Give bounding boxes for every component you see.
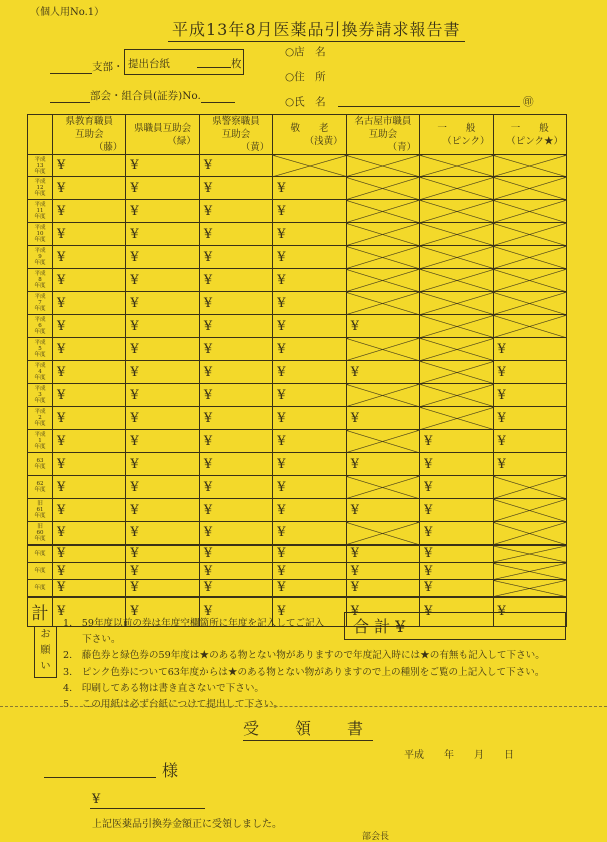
amount-cell[interactable]: ¥	[126, 315, 199, 338]
amount-cell[interactable]: ¥	[273, 315, 346, 338]
amount-cell[interactable]: ¥	[126, 453, 199, 476]
crossed-cell	[420, 269, 493, 292]
crossed-cell	[420, 384, 493, 407]
table-header-row	[28, 115, 567, 155]
column-name: 名古屋市職員 互助会	[354, 116, 412, 140]
crossed-cell	[346, 246, 419, 269]
year-cell: 平成 1 年度	[28, 430, 53, 453]
sheets-unit: 枚	[231, 58, 242, 70]
amount-cell[interactable]: ¥	[493, 338, 566, 361]
column-color: （ピンク★）	[506, 135, 563, 147]
amount-cell[interactable]: ¥	[273, 361, 346, 384]
submit-sheet-box	[124, 49, 244, 75]
amount-cell[interactable]: ¥	[53, 200, 126, 223]
year-cell: 年度	[28, 563, 53, 580]
column-name: 一 般	[510, 122, 549, 134]
amount-cell[interactable]: ¥	[126, 155, 199, 177]
crossed-cell	[346, 522, 419, 545]
voucher-table	[27, 114, 567, 627]
receipt-date: 平成 年 月 日	[404, 750, 514, 761]
column-header-1	[53, 115, 126, 155]
note-item: 4. 印刷してある物は書き直さないで下さい。	[63, 682, 265, 694]
crossed-cell	[493, 563, 566, 580]
crossed-cell	[346, 476, 419, 499]
table-row	[28, 269, 567, 292]
year-cell: 平成 12 年度	[28, 177, 53, 200]
sheets-input-line[interactable]	[197, 56, 231, 68]
amount-cell[interactable]: ¥	[126, 338, 199, 361]
note-item: 1. 59年度以前の券は年度空欄箇所に年度を記入してご記入 下さい。	[63, 618, 325, 646]
column-color: （浅黄）	[304, 135, 343, 147]
amount-cell[interactable]: ¥	[126, 499, 199, 522]
amount-cell[interactable]: ¥	[346, 545, 419, 563]
crossed-cell	[493, 476, 566, 499]
amount-cell[interactable]: ¥	[273, 407, 346, 430]
crossed-cell	[420, 155, 493, 177]
table-row	[28, 522, 567, 545]
amount-cell[interactable]: ¥	[53, 155, 126, 177]
page-title: 平成13年8月医薬品引換券請求報告書	[168, 17, 465, 42]
crossed-cell	[273, 155, 346, 177]
crossed-cell	[420, 292, 493, 315]
crossed-cell	[493, 522, 566, 545]
column-color: （緑）	[167, 135, 196, 147]
amount-cell[interactable]: ¥	[493, 384, 566, 407]
table-row	[28, 200, 567, 223]
year-cell: 年度	[28, 580, 53, 597]
amount-cell[interactable]: ¥	[199, 315, 272, 338]
table-row	[28, 315, 567, 338]
address-label: ○住 所	[285, 71, 326, 83]
amount-cell[interactable]: ¥	[126, 563, 199, 580]
amount-cell[interactable]: ¥	[273, 269, 346, 292]
amount-cell[interactable]: ¥	[273, 476, 346, 499]
year-cell: 平成 6 年度	[28, 315, 53, 338]
dept-label: 部会・組合員(証券)No.	[90, 90, 201, 102]
amount-cell[interactable]: ¥	[53, 292, 126, 315]
amount-cell[interactable]: ¥	[273, 223, 346, 246]
amount-cell[interactable]: ¥	[493, 361, 566, 384]
amount-cell[interactable]: ¥	[126, 430, 199, 453]
crossed-cell	[493, 155, 566, 177]
amount-cell[interactable]: ¥	[273, 522, 346, 545]
year-cell: 平成 11 年度	[28, 200, 53, 223]
amount-cell[interactable]: ¥	[273, 499, 346, 522]
member-no-input-line[interactable]	[201, 91, 235, 103]
year-cell: 平成 5 年度	[28, 338, 53, 361]
table-row	[28, 499, 567, 522]
table-row	[28, 155, 567, 177]
sama-label: 様	[162, 761, 179, 780]
crossed-cell	[420, 246, 493, 269]
amount-cell[interactable]: ¥	[420, 563, 493, 580]
crossed-cell	[493, 246, 566, 269]
year-cell: 平成 3 年度	[28, 384, 53, 407]
amount-cell[interactable]: ¥	[199, 453, 272, 476]
column-name: 県教育職員 互助会	[65, 116, 113, 140]
column-header-5	[346, 115, 419, 155]
amount-cell[interactable]: ¥	[273, 545, 346, 563]
amount-cell[interactable]: ¥	[199, 200, 272, 223]
amount-cell[interactable]: ¥	[53, 563, 126, 580]
amount-cell[interactable]: ¥	[493, 407, 566, 430]
crossed-cell	[346, 223, 419, 246]
column-color: （藤）	[93, 142, 123, 153]
dept-input-line[interactable]	[50, 91, 90, 103]
recipient-name-line[interactable]	[44, 766, 156, 778]
form-number: （個人用No.1）	[30, 7, 105, 18]
year-cell: 平成 13 年度	[28, 155, 53, 177]
amount-cell[interactable]: ¥	[493, 453, 566, 476]
amount-cell[interactable]: ¥	[53, 384, 126, 407]
amount-cell[interactable]: ¥	[199, 476, 272, 499]
receipt-yen: ¥	[92, 792, 101, 807]
amount-cell[interactable]: ¥	[420, 499, 493, 522]
amount-cell[interactable]: ¥	[493, 430, 566, 453]
total-amount-cell[interactable]: ¥	[199, 597, 272, 627]
submit-sheet-label: 提出台紙	[128, 58, 170, 70]
amount-cell[interactable]: ¥	[199, 545, 272, 563]
amount-cell[interactable]: ¥	[420, 476, 493, 499]
amount-cell[interactable]: ¥	[126, 269, 199, 292]
branch-input-line[interactable]	[50, 62, 92, 74]
total-amount-cell[interactable]: ¥	[53, 597, 126, 627]
amount-cell[interactable]: ¥	[53, 545, 126, 563]
amount-cell[interactable]: ¥	[199, 384, 272, 407]
table-row	[28, 292, 567, 315]
table-row	[28, 338, 567, 361]
amount-cell[interactable]: ¥	[53, 315, 126, 338]
receipt-amount-line[interactable]	[90, 797, 205, 809]
amount-cell[interactable]: ¥	[126, 522, 199, 545]
amount-cell[interactable]: ¥	[199, 223, 272, 246]
amount-cell[interactable]: ¥	[53, 499, 126, 522]
amount-cell[interactable]: ¥	[53, 476, 126, 499]
crossed-cell	[493, 580, 566, 597]
amount-cell[interactable]: ¥	[199, 430, 272, 453]
table-row	[28, 223, 567, 246]
table-row	[28, 246, 567, 269]
receipt-title: 受 領 書	[243, 716, 373, 741]
amount-cell[interactable]: ¥	[53, 522, 126, 545]
amount-cell[interactable]: ¥	[53, 177, 126, 200]
amount-cell[interactable]: ¥	[273, 338, 346, 361]
column-name: 県警察職員 互助会	[212, 116, 260, 140]
amount-cell[interactable]: ¥	[346, 407, 419, 430]
amount-cell[interactable]: ¥	[199, 361, 272, 384]
table-row	[28, 177, 567, 200]
table-row	[28, 545, 567, 563]
year-cell: 平成 2 年度	[28, 407, 53, 430]
amount-cell[interactable]: ¥	[420, 580, 493, 597]
year-cell: 平成 10 年度	[28, 223, 53, 246]
crossed-cell	[346, 338, 419, 361]
grand-total-box[interactable]: 合 計 ¥	[344, 612, 566, 640]
year-cell: 63 年度	[28, 453, 53, 476]
amount-cell[interactable]: ¥	[126, 177, 199, 200]
crossed-cell	[493, 177, 566, 200]
column-name: 敬 老	[290, 122, 329, 134]
crossed-cell	[420, 200, 493, 223]
amount-cell[interactable]: ¥	[53, 223, 126, 246]
amount-cell[interactable]: ¥	[199, 522, 272, 545]
column-header-6	[420, 115, 493, 155]
crossed-cell	[420, 407, 493, 430]
table-row	[28, 361, 567, 384]
amount-cell[interactable]: ¥	[273, 177, 346, 200]
amount-cell[interactable]: ¥	[53, 407, 126, 430]
amount-cell[interactable]: ¥	[53, 453, 126, 476]
amount-cell[interactable]: ¥	[346, 499, 419, 522]
column-color: （青）	[387, 142, 417, 153]
crossed-cell	[493, 499, 566, 522]
crossed-cell	[346, 292, 419, 315]
amount-cell[interactable]: ¥	[346, 580, 419, 597]
amount-cell[interactable]: ¥	[126, 580, 199, 597]
column-color: （黄）	[240, 142, 270, 153]
crossed-cell	[420, 177, 493, 200]
amount-cell[interactable]: ¥	[420, 430, 493, 453]
seal-mark: ㊞	[523, 96, 534, 108]
year-cell: 旧 60 年度	[28, 522, 53, 545]
amount-cell[interactable]: ¥	[273, 453, 346, 476]
request-box	[34, 626, 57, 678]
dept-field	[50, 88, 235, 103]
total-amount-cell[interactable]: ¥	[493, 597, 566, 627]
amount-cell[interactable]: ¥	[199, 269, 272, 292]
amount-cell[interactable]: ¥	[199, 155, 272, 177]
amount-cell[interactable]: ¥	[346, 563, 419, 580]
note-item: 5. この用紙は必ず台紙につけて提出して下さい。	[63, 699, 284, 711]
column-header-4	[273, 115, 346, 155]
crossed-cell	[493, 269, 566, 292]
amount-cell[interactable]: ¥	[273, 384, 346, 407]
crossed-cell	[493, 200, 566, 223]
total-amount-cell[interactable]: ¥	[273, 597, 346, 627]
table-row	[28, 580, 567, 597]
total-amount-cell[interactable]: ¥	[126, 597, 199, 627]
amount-cell[interactable]: ¥	[199, 407, 272, 430]
column-name: 一 般	[437, 122, 476, 134]
amount-cell[interactable]: ¥	[199, 580, 272, 597]
crossed-cell	[346, 269, 419, 292]
table-row	[28, 453, 567, 476]
amount-cell[interactable]: ¥	[420, 453, 493, 476]
amount-cell[interactable]: ¥	[53, 246, 126, 269]
name-label: ○氏 名	[285, 96, 326, 108]
amount-cell[interactable]: ¥	[420, 545, 493, 563]
column-color: （ピンク）	[442, 135, 490, 147]
amount-cell[interactable]: ¥	[420, 522, 493, 545]
crossed-cell	[420, 338, 493, 361]
crossed-cell	[346, 430, 419, 453]
crossed-cell	[420, 315, 493, 338]
amount-cell[interactable]: ¥	[126, 292, 199, 315]
crossed-cell	[346, 177, 419, 200]
amount-cell[interactable]: ¥	[53, 580, 126, 597]
amount-cell[interactable]: ¥	[126, 476, 199, 499]
amount-cell[interactable]: ¥	[346, 315, 419, 338]
amount-cell[interactable]: ¥	[53, 269, 126, 292]
amount-cell[interactable]: ¥	[273, 200, 346, 223]
amount-cell[interactable]: ¥	[199, 177, 272, 200]
year-cell: 平成 7 年度	[28, 292, 53, 315]
table-row	[28, 384, 567, 407]
amount-cell[interactable]: ¥	[199, 563, 272, 580]
amount-cell[interactable]: ¥	[126, 361, 199, 384]
amount-cell[interactable]: ¥	[126, 407, 199, 430]
corner-cell	[28, 115, 53, 155]
amount-cell[interactable]: ¥	[273, 246, 346, 269]
crossed-cell	[346, 155, 419, 177]
note-item: 3. ピンク色券について63年度からは★のある物とない物がありますので上の種別をご覧の上記入して下さい。	[63, 666, 545, 678]
branch-label: 支部・	[92, 61, 124, 73]
amount-cell[interactable]: ¥	[199, 499, 272, 522]
amount-cell[interactable]: ¥	[273, 292, 346, 315]
crossed-cell	[420, 361, 493, 384]
year-cell: 平成 8 年度	[28, 269, 53, 292]
crossed-cell	[493, 545, 566, 563]
amount-cell[interactable]: ¥	[199, 338, 272, 361]
year-cell: 平成 4 年度	[28, 361, 53, 384]
amount-cell[interactable]: ¥	[273, 563, 346, 580]
amount-cell[interactable]: ¥	[346, 453, 419, 476]
amount-cell[interactable]: ¥	[126, 223, 199, 246]
year-cell: 年度	[28, 545, 53, 563]
amount-cell[interactable]: ¥	[199, 246, 272, 269]
store-label: ○店 名	[285, 46, 326, 58]
amount-cell[interactable]: ¥	[199, 292, 272, 315]
amount-cell[interactable]: ¥	[346, 361, 419, 384]
year-cell: 平成 9 年度	[28, 246, 53, 269]
cut-line	[0, 706, 607, 707]
branch-field	[50, 59, 124, 74]
crossed-cell	[493, 223, 566, 246]
crossed-cell	[493, 315, 566, 338]
year-cell: 62 年度	[28, 476, 53, 499]
amount-cell[interactable]: ¥	[53, 361, 126, 384]
year-cell: 旧 61 年度	[28, 499, 53, 522]
amount-cell[interactable]: ¥	[126, 246, 199, 269]
column-header-7	[493, 115, 566, 155]
amount-cell[interactable]: ¥	[273, 580, 346, 597]
amount-cell[interactable]: ¥	[126, 545, 199, 563]
crossed-cell	[346, 200, 419, 223]
amount-cell[interactable]: ¥	[273, 430, 346, 453]
column-header-2	[126, 115, 199, 155]
name-input-line[interactable]	[338, 95, 520, 107]
amount-cell[interactable]: ¥	[53, 430, 126, 453]
total-amount-cell[interactable]: ¥	[420, 597, 493, 627]
column-name: 県職員互助会	[134, 122, 192, 134]
crossed-cell	[493, 292, 566, 315]
note-item: 2. 藤色券と緑色券の59年度は★のある物とない物がありますので年度記入時には★の有無も記入して下さい。	[63, 650, 545, 662]
amount-cell[interactable]: ¥	[126, 384, 199, 407]
request-label: お 願 い	[40, 629, 51, 672]
amount-cell[interactable]: ¥	[126, 200, 199, 223]
table-row	[28, 476, 567, 499]
table-row	[28, 430, 567, 453]
total-label: 計	[28, 597, 53, 627]
table-row	[28, 407, 567, 430]
table-row	[28, 563, 567, 580]
total-amount-cell[interactable]: ¥	[346, 597, 419, 627]
crossed-cell	[420, 223, 493, 246]
crossed-cell	[346, 384, 419, 407]
receipt-text: 上記医薬品引換券金額正に受領しました。	[92, 819, 282, 830]
column-header-3	[199, 115, 272, 155]
amount-cell[interactable]: ¥	[53, 338, 126, 361]
receipt-bottom-label: 部会長	[362, 832, 390, 842]
